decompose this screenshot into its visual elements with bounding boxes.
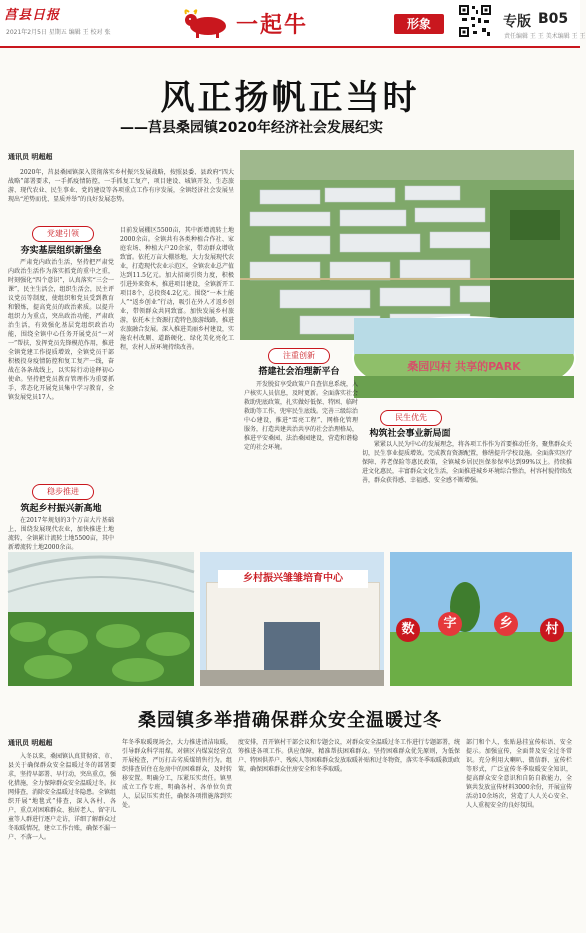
section4-title: 构筑社会事业新局面 (369, 429, 451, 439)
digital-village-letter-3: 乡 (494, 612, 518, 636)
park-sign-photo (352, 316, 576, 400)
digital-village-letter-1: 数 (396, 618, 420, 642)
section2-badge: 稳步推进 (32, 484, 94, 500)
page-number: B05 (538, 11, 569, 27)
newspaper-logo: 莒县日报 (4, 8, 61, 23)
article2-text-col1: 入冬以来，桑园镇认真贯彻省、市、县关于确保群众安全温暖过冬的部署要求，坚持早部署、早行动，突出重点，强化措施，全力保障群众安全温暖过冬。拉网排查，消除安全温暖过冬隐患。全镇组织开展“地毯式”排查，深入各村、各户，重点对困难群众、独居老人、留守儿童等人群进行逐户走访，详细了解群众过冬取暖情况，建立工作台账，确保不漏一户、不落一人。 (8, 753, 117, 841)
section3-title: 搭建社会治理新平台 (258, 367, 340, 377)
section-name: 专版 (503, 14, 531, 30)
greenhouse-crops-photo (8, 552, 194, 686)
digital-village-letter-4: 村 (540, 618, 564, 642)
article1-headline: 风正扬帆正当时 (160, 78, 420, 118)
section4-badge: 民生优先 (380, 410, 442, 426)
ox-icon (182, 8, 230, 38)
banner-slogan: 一起牛 (236, 12, 309, 38)
center-building-photo (200, 552, 384, 686)
section2-title: 筑起乡村振兴新高地 (20, 504, 102, 514)
section2-text: 在2017年规划的3个万亩大片基础上，围绕发展现代农业，加快推进土地流转，全镇累计流转土地5500亩，其中新增流转土地2000余亩。 (8, 517, 114, 551)
article2-text-col2: 年冬季取暖现场会，大力推进清洁取暖，引导群众科学用煤。对辖区内煤炭经营点开展检查，严厉打击劣质煤销售行为。组织排查居住在危房中的困难群众，及时转移安置。明确分工，压紧压实责任。镇里成立工作专班，明确各村、各单位负责人，层层压实责任，确保各项措施落到实处。 (122, 739, 232, 809)
section4-text: 紧紧以人民为中心的发展理念，将各项工作作为首要推动任务，聚焦群众关切，民生事业提质增效。完成教育资源配置，修缮提升学校设施。全面落实医疗保障、养老保险等惠民政策，全镇城乡居民医保参保率达到99%以上。持续推进文化惠民，丰富群众文化生活，全面推进城乡环境综合整治，村容村貌持续改善，群众获得感、幸福感、安全感不断增强。 (362, 441, 573, 484)
section3-text: 开发脱贫享受政策户自查信息系统，入户核实人员信息，及时更新。全面落实社会救助兜底政策，扎实做好低保、特困、临时救助等工作，兜牢民生底线。完善三级综治中心建设，推进“雪亮工程”、网格化管理服务，打造共建共治共享的社会治理格局，推进平安桑园、法治桑园建设，营造和谐稳定的社会环境。 (244, 381, 359, 451)
column-tag: 形象 (394, 14, 444, 34)
article2-byline: 通讯员 明超超 (8, 739, 53, 747)
digital-village-letter-2: 字 (438, 612, 462, 636)
section1-badge: 党建引领 (32, 226, 94, 242)
article2-text-col4: 部门和个人，张贴悬挂宣传标语、安全提示。加强宣传，全面普及安全过冬常识。充分利用大喇叭、微信群、宣传栏等形式，广泛宣传冬季取暖安全知识，提高群众安全意识和自防自救能力，全镇共发放宣传材料3000余份，开展宣传活动10余场次，营造了人人关心安全、人人重视安全的良好氛围。 (466, 739, 572, 809)
article1-subheadline: ——莒县桑园镇2020年经济社会发展纪实 (120, 120, 383, 136)
article1-column2-text: 目前发展棚区5500亩，其中新增流转土地2000余亩。全镇共有各类种植合作社、家庭农场、种植大户20余家，带动群众增收致富。依托万亩大棚基地，大力发展现代农业，打造现代农业示范区，全镇农业总产值达到11.5亿元。加大招商引资力度，积极引进外来资本，推进项目建设，全镇新开工项目8个，总投资4.2亿元。围绕“一本土能人”“返乡创业”行动，吸引在外人才返乡创业，带领群众共同致富。加快发展乡村旅游，依托本土资源打造特色旅游线路，推进农旅融合发展。深入推进美丽乡村建设，实施农村改厕、道路硬化、绿化美化亮化工程，农村人居环境持续改善。 (120, 227, 235, 351)
section1-title: 夯实基层组织新堡垒 (20, 246, 102, 256)
greenhouse-aerial-photo (240, 150, 574, 340)
center-building-sign: 乡村振兴雏雏培育中心 (218, 570, 368, 588)
editor-credits: 责任编辑 王 王 美术编辑 王 王 (504, 33, 586, 40)
article2-text-col3: 度安排，召开镇村干部会议和专题会议，对群众安全温暖过冬工作进行专题部署，统筹推进各项工作。供应保障，精准帮扶困难群众。坚持困难群众优先原则，为低保户、特困供养户、残疾人等困难群众发放取暖补贴和过冬物资，落实冬季取暖救助政策，确保困难群众住房安全和冬季取暖。 (238, 739, 461, 773)
article1-byline: 通讯员 明超超 (8, 153, 53, 161)
issue-date: 2021年2月5日 星期五 编辑 王 校对 张 (6, 29, 111, 36)
masthead (0, 0, 586, 48)
article1-intro: 2020年，莒县桑园镇深入贯彻落实乡村振兴发展战略，按照县委、县政府“四大战略”部署要求，一手抓疫情防控，一手抓复工复产，项目建设、城镇开发、生态旅游、现代农业、民生事业、党的建设等各项重点工作有序发展，全镇经济社会发展呈现出“逆势而优、显质并举”的良好发展态势。 (8, 169, 234, 203)
section1-text: 严肃党内政治生活，坚持把严肃党内政治生活作为落实抓党的重中之重，时刻强化“四个意识”，认真落实“三会一课”，民主生活会，组织生活会，民主评议党员等制度，使组织和党员受到教育和锻炼，提高党员的政治素质。以提升组织力为重点，突出政治功能，严肃政治生活，有效强化基层党组织政治功能，围绕全镇中心任务开展党员“一对一”帮扶，发挥党员先锋模范作用，推进全镇党建工作提质增效，全镇党员干部积极投身疫情防控和复工复产一线，奋战在各条战线上，以实际行动诠释初心使命。坚持把党员教育管理作为重要抓手，常态化开展党员集中学习教育，全镇发展党员17人。 (8, 259, 114, 401)
section3-badge: 注重创新 (268, 348, 330, 364)
qr-code-icon (458, 4, 492, 38)
article2-headline: 桑园镇多举措确保群众安全温暖过冬 (138, 710, 442, 731)
digital-village-photo (390, 552, 572, 686)
park-sign-text: 桑园四村 共享的PARK (407, 360, 521, 373)
